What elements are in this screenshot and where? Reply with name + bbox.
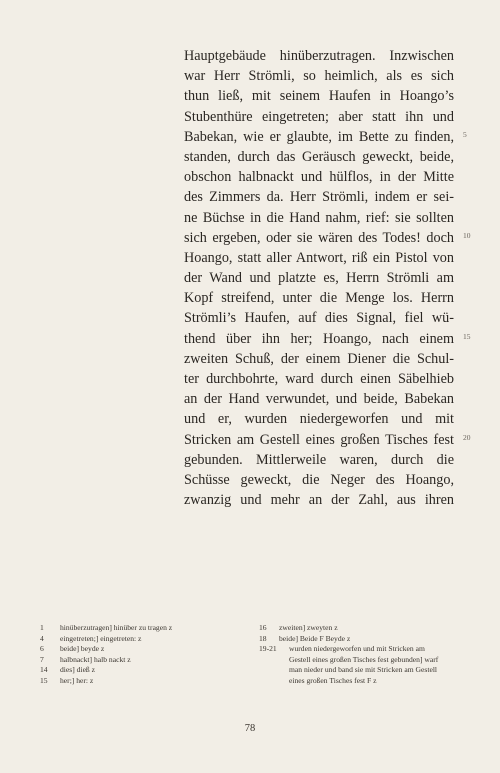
text-line: Babekan, wie er glaubte, im Bette zu finden, (184, 128, 454, 145)
apparatus-entry (40, 665, 240, 676)
apparatus-left-column (40, 623, 240, 687)
apparatus-line-ref: 18 (259, 633, 267, 643)
text-line: Hoango, statt aller Antwort, riß ein Pistol von (184, 249, 454, 266)
text-line: thend über ihn her; Hoango, nach einem (184, 330, 454, 347)
line-number: 15 (463, 332, 471, 341)
apparatus-line-ref: 15 (40, 675, 48, 685)
apparatus-entry (259, 644, 474, 686)
text-line: zweiten Schuß, der einem Diener die Schul- (184, 350, 454, 367)
apparatus-entry (40, 676, 240, 687)
apparatus-note-line: eines großen Tisches fest F z (289, 675, 377, 685)
text-line: des Zimmers da. Herr Strömli, indem er sei- (184, 189, 454, 206)
apparatus-note: zweiten] zweyten z (279, 623, 338, 632)
apparatus-note: beide] Beide F Beyde z (279, 633, 351, 643)
apparatus-line-ref: 16 (259, 623, 267, 632)
text-line: thun ließ, mit seinem Haufen in Hoango’s (184, 88, 454, 105)
apparatus-line-ref: 19-21 (259, 644, 277, 654)
apparatus-note: hinüberzutragen] hinüber zu tragen z (60, 623, 173, 632)
page-number: 78 (244, 723, 256, 734)
text-line: Stubenthüre eingetreten; aber statt ihn und (184, 108, 454, 125)
apparatus-line-ref: 6 (40, 644, 44, 654)
apparatus-note-line: Gestell eines großen Tisches fest gebunden] warf (289, 654, 439, 664)
apparatus-right-column (259, 623, 474, 687)
text-line: Kopf streifend, unter die Menge los. Herrn (184, 290, 454, 307)
line-number: 10 (463, 231, 471, 240)
apparatus-entry (40, 644, 240, 655)
text-line: standen, durch das Geräusch geweckt, beide, (184, 148, 454, 165)
apparatus-note: her;] her: z (60, 675, 94, 685)
text-line: an der Hand verwundet, und beide, Babekan (184, 391, 454, 408)
text-line: und er, wurden niedergeworfen und mit (184, 411, 454, 428)
text-line: der Wand und platzte es, Herrn Strömli am (184, 270, 454, 287)
text-line: Hauptgebäude hinüberzutragen. Inzwischen (184, 48, 454, 64)
line-number: 5 (463, 130, 467, 139)
text-line: Strömli’s Haufen, auf dies Signal, fiel wü- (184, 310, 454, 327)
apparatus-entry (259, 634, 474, 645)
text-line: war Herr Strömli, so heimlich, als es sich (184, 68, 454, 85)
main-text-block (184, 46, 454, 510)
text-line: Stricken am Gestell eines großen Tisches fest (184, 431, 454, 448)
apparatus-note-line: man nieder und band sie mit Stricken am Gestell (289, 665, 438, 675)
apparatus-line-ref: 7 (40, 654, 44, 664)
apparatus-entry (259, 623, 474, 634)
text-line: ne Büchse in die Hand nahm, rief: sie sollten (184, 209, 454, 226)
apparatus-entry (40, 623, 240, 634)
text-line: sich ergeben, oder sie wären des Todes! doch (184, 229, 454, 246)
apparatus-entry (40, 655, 240, 666)
text-line: obschon halbnackt und hülflos, in der Mitte (184, 169, 454, 186)
apparatus-line-ref: 14 (40, 665, 48, 675)
text-line: Schüsse geweckt, die Neger des Hoango, (184, 471, 454, 488)
apparatus-entry (40, 634, 240, 645)
apparatus-note-line: wurden niedergeworfen und mit Stricken am (289, 644, 425, 654)
text-line: zwanzig und mehr an der Zahl, aus ihren (184, 492, 454, 509)
line-number: 20 (463, 433, 471, 442)
apparatus-note: beide] beyde z (60, 644, 105, 654)
apparatus-note (289, 644, 474, 686)
apparatus-note: eingetreten;] eingetreten: z (60, 633, 142, 643)
apparatus-note: dies] dieß z (60, 665, 96, 675)
apparatus-note: halbnackt] halb nackt z (60, 654, 131, 664)
apparatus-line-ref: 1 (40, 623, 44, 632)
text-line: ter durchbohrte, ward durch einen Säbelhieb (184, 371, 454, 387)
text-line: gebunden. Mittlerweile waren, durch die (184, 451, 454, 468)
apparatus-line-ref: 4 (40, 633, 44, 643)
